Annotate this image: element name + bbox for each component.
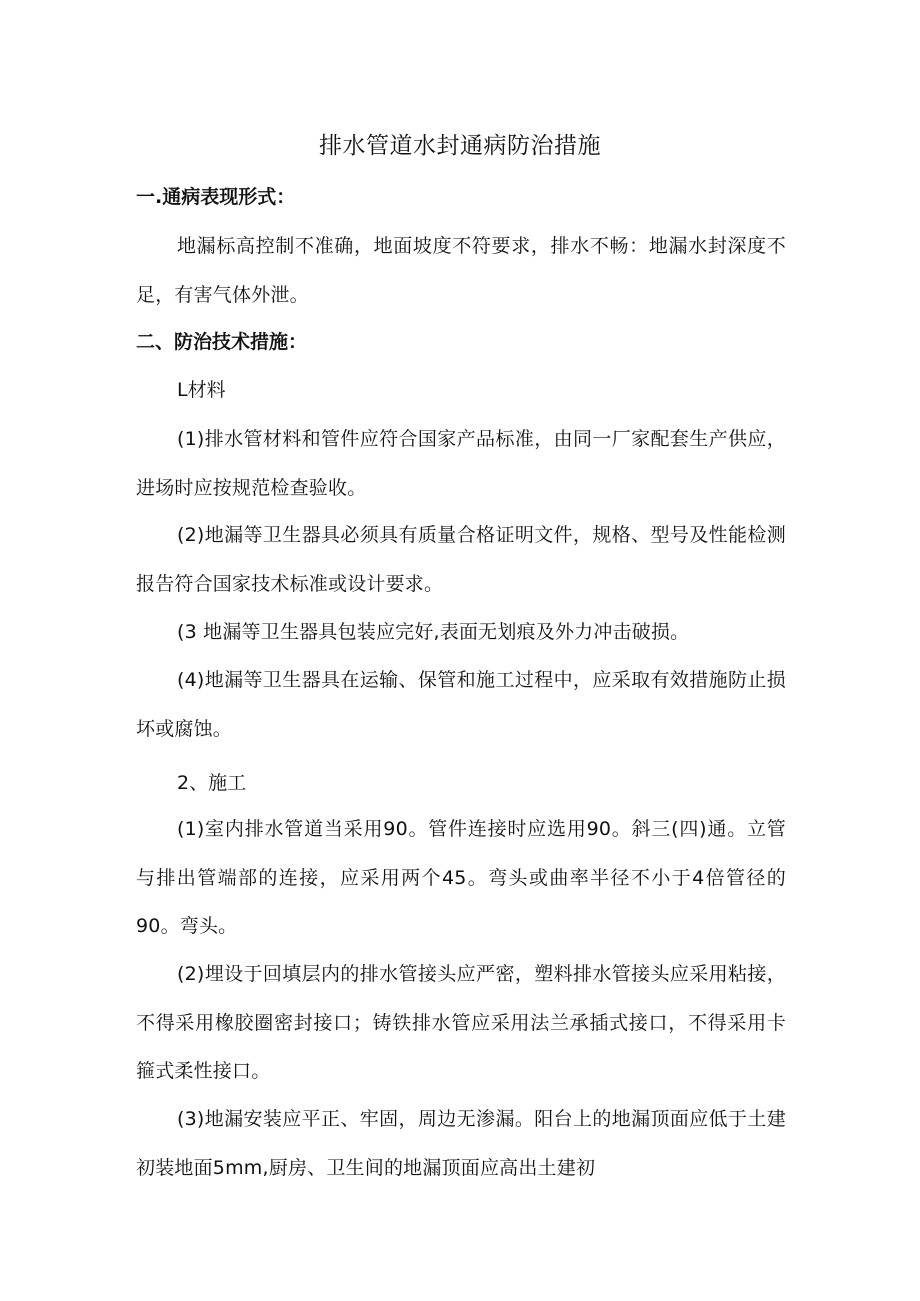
materials-heading: L材料 — [177, 379, 226, 401]
section1-paragraph: 地漏标高控制不准确，地面坡度不符要求，排水不畅：地漏水封深度不足，有害气体外泄。 — [136, 235, 786, 306]
section2-heading: 二、防治技术措施： — [136, 331, 308, 353]
construction-heading: 2、施工 — [177, 772, 247, 794]
materials-item-2: (2)地漏等卫生器具必须具有质量合格证明文件，规格、型号及性能检测报告符合国家技术标准或设计要求。 — [136, 524, 786, 595]
materials-item-3: (3 地漏等卫生器具包装应完好,表面无划痕及外力冲击破损。 — [177, 621, 690, 643]
section1-heading: 一.通病表现形式： — [136, 186, 296, 208]
construction-item-3: (3)地漏安装应平正、牢固，周边无渗漏。阳台上的地漏顶面应低于土建初装地面5mm,厨房、卫生间的地漏顶面应高出土建初 — [136, 1108, 786, 1179]
document-title: 排水管道水封通病防治措施 — [319, 133, 601, 159]
materials-item-4: (4)地漏等卫生器具在运输、保管和施工过程中，应采取有效措施防止损坏或腐蚀。 — [136, 669, 786, 740]
materials-item-1: (1)排水管材料和管件应符合国家产品标准，由同一厂家配套生产供应，进场时应按规范检查验收。 — [136, 428, 786, 499]
construction-item-2: (2)埋设于回填层内的排水管接头应严密，塑料排水管接头应采用粘接，不得采用橡胶圈密封接口；铸铁排水管应采用法兰承插式接口，不得采用卡箍式柔性接口。 — [136, 963, 786, 1082]
construction-item-1: (1)室内排水管道当采用90。管件连接时应选用90。斜三(四)通。立管与排出管端部的连接，应采用两个45。弯头或曲率半径不小于4倍管径的90。弯头。 — [136, 818, 786, 937]
